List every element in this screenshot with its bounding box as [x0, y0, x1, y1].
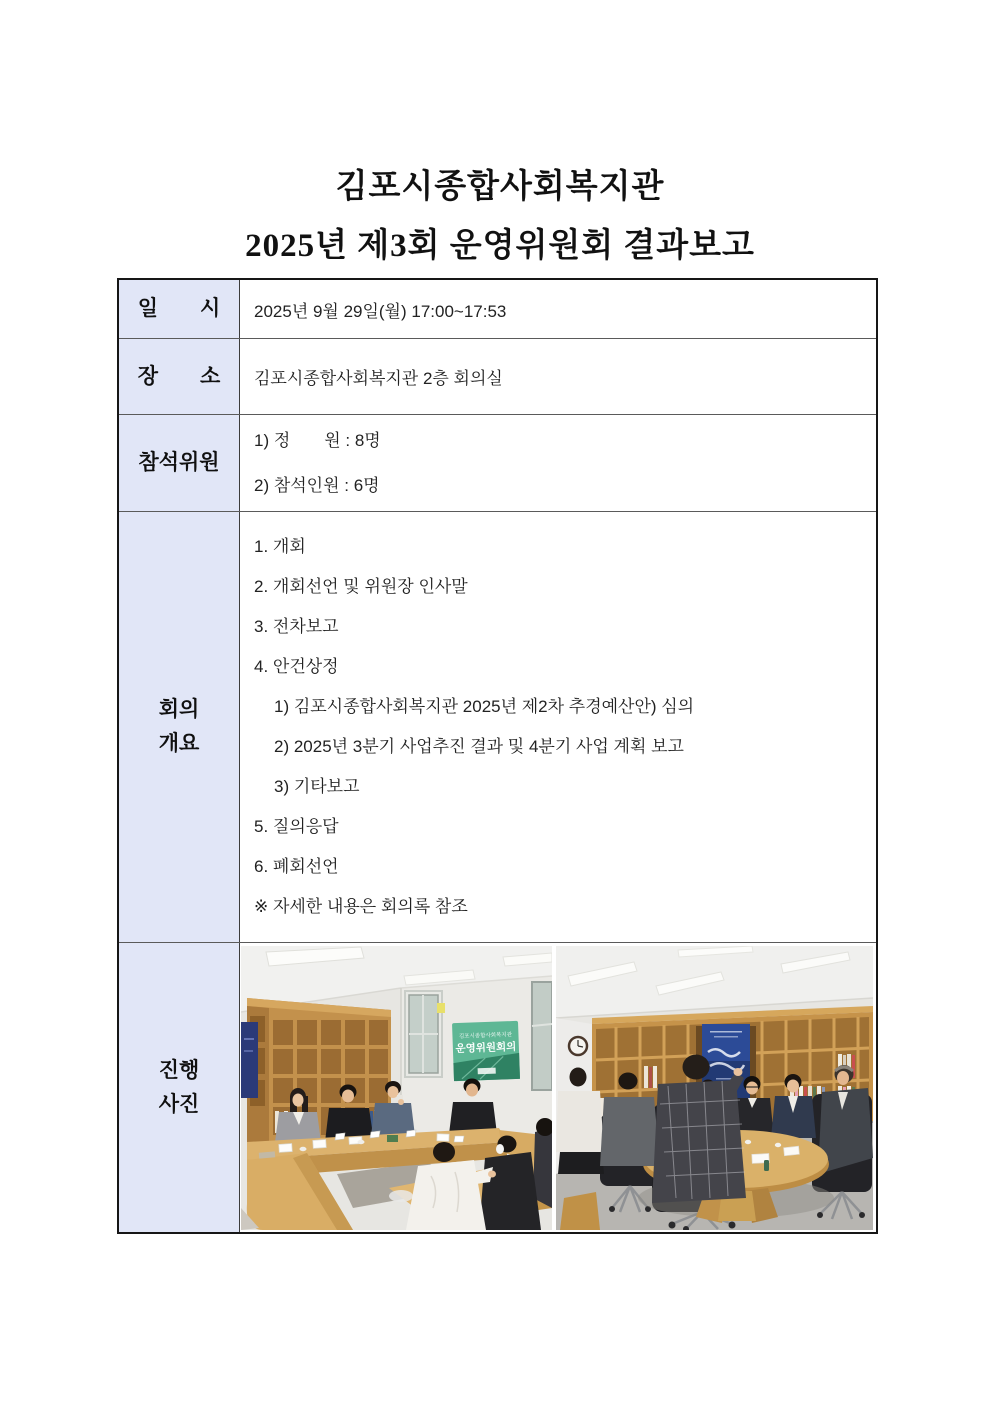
agenda-subitem: 1) 김포시종합사회복지관 2025년 제2차 추경예산안) 심의 — [274, 697, 695, 716]
row-label-overview — [119, 512, 240, 942]
row-label-photos — [119, 943, 240, 1232]
agenda-subitem: 3) 기타보고 — [274, 777, 360, 796]
banner-org-text: 김포시종합사회복지관 — [458, 1031, 513, 1040]
agenda-item: 2. 개회선언 및 위원장 인사말 — [254, 577, 468, 596]
table-row-datetime — [119, 280, 876, 339]
agenda-item: 3. 전차보고 — [254, 617, 339, 636]
row-label-datetime: 일 시 — [119, 280, 240, 338]
report-table — [117, 278, 878, 1234]
overview-agenda — [240, 512, 876, 942]
agenda-item: 5. 질의응답 — [254, 817, 339, 836]
photos-container — [240, 943, 876, 1232]
table-row-attendees — [119, 415, 876, 512]
agenda-item: 6. 폐회선언 — [254, 857, 339, 876]
agenda-note: ※ 자세한 내용은 회의록 참조 — [254, 897, 468, 916]
attendees-line-quota: 1) 정 원 : 8명 — [254, 431, 381, 450]
row-label-attendees: 참석위원 — [119, 415, 240, 511]
table-row-photos — [119, 943, 876, 1232]
meeting-photo-1 — [241, 946, 552, 1230]
green-banner — [452, 1020, 520, 1080]
table-row-place — [119, 339, 876, 415]
window — [532, 982, 552, 1090]
agenda-item: 4. 안건상정 — [254, 657, 339, 676]
row-label-place: 장 소 — [119, 339, 240, 414]
wall-clock — [569, 1037, 587, 1055]
meeting-photo-2 — [556, 946, 873, 1230]
overview-label-line1: 회의 — [158, 698, 200, 721]
datetime-value: 2025년 9월 29일(월) 17:00~17:53 — [254, 301, 507, 321]
place-value: 김포시종합사회복지관 2층 회의실 — [254, 369, 503, 388]
attendees-line-present: 2) 참석인원 : 6명 — [254, 476, 380, 495]
document-title — [0, 158, 1000, 276]
navy-banner — [241, 1022, 258, 1098]
overview-label-line2: 개요 — [158, 732, 200, 755]
title-line-1: 김포시종합사회복지관 — [335, 169, 665, 205]
window — [405, 991, 445, 1077]
agenda-subitem: 2) 2025년 3분기 사업추진 결과 및 4분기 사업 계획 보고 — [274, 737, 684, 756]
attendees-value — [240, 415, 876, 511]
photos-label-line2: 사진 — [158, 1092, 200, 1116]
title-line-2: 2025년 제3회 운영위원회 결과보고 — [245, 228, 755, 264]
photos-label-line1: 진행 — [158, 1058, 200, 1082]
table-row-overview — [119, 512, 876, 943]
banner-main-text: 운영위원회의 — [455, 1040, 517, 1055]
agenda-item: 1. 개회 — [254, 537, 306, 556]
